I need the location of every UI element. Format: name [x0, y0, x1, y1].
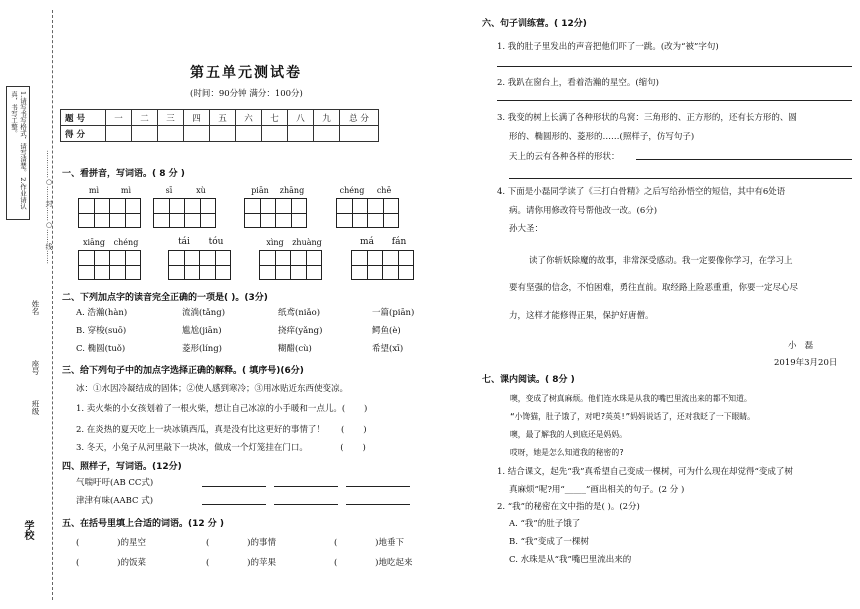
- option-row: [76, 342, 436, 360]
- writing-box[interactable]: [244, 198, 276, 228]
- page-title: 第五单元测试卷: [190, 65, 302, 81]
- reading-passage: [510, 390, 755, 462]
- score-cell: 总 分: [340, 110, 379, 126]
- pinyin-label: mì: [120, 186, 132, 195]
- option-word: 糊醋(cù): [278, 344, 312, 354]
- score-cell: 四: [184, 110, 210, 126]
- letter-line: 力，这样才能修得正果，保护好唐僧。: [509, 311, 654, 321]
- answer-line[interactable]: [274, 504, 338, 505]
- label-seat: 座号: [31, 360, 40, 375]
- score-cell: 九: [314, 110, 340, 126]
- label-name: 姓名: [31, 300, 40, 315]
- pinyin-label: xìng: [266, 238, 284, 247]
- pinyin-label: xiāng: [82, 238, 106, 247]
- letter-line: 读了你斩妖除魔的故事，非常深受感动。我一定要像你学习，在学习上: [529, 256, 793, 266]
- sec6-q2: 2. 我趴在窗台上，看着浩瀚的星空。(缩句): [497, 78, 659, 88]
- pinyin-label: xù: [196, 186, 206, 195]
- choice-option[interactable]: A. “我”的肚子饿了: [509, 519, 581, 529]
- sec6-q1: 1. 我的肚子里发出的声音把他们吓了一跳。(改为“被”字句): [497, 42, 719, 52]
- sec6-heading: 六、句子训练营。( 12分): [482, 19, 587, 29]
- blank-phrase[interactable]: ( )的苹果: [206, 558, 276, 568]
- notes-box: [6, 86, 30, 220]
- score-input[interactable]: [158, 126, 184, 142]
- answer-line[interactable]: [274, 486, 338, 487]
- pinyin-label: chéng: [339, 186, 365, 195]
- sec7-q2: 2. “我”的秘密在文中指的是( )。(2分): [497, 502, 640, 512]
- sec4-item: 津津有味(AABC 式): [76, 496, 154, 506]
- pinyin-group: [244, 186, 308, 232]
- blank-phrase[interactable]: ( )地吃起来: [334, 558, 413, 568]
- sec3-definition: 冰：①水因冷凝结成的固体；②使人感到寒冷；③用冰贴近东西使变凉。: [76, 384, 349, 394]
- score-cell: 五: [210, 110, 236, 126]
- writing-box[interactable]: [290, 250, 322, 280]
- passage-line: 哎呀，她是怎么知道我的秘密的?: [510, 448, 624, 457]
- writing-box[interactable]: [199, 250, 231, 280]
- pinyin-label: piān: [251, 186, 269, 195]
- sec1-heading: 一、看拼音，写词语。( 8 分 ): [62, 169, 185, 179]
- sec2-heading: 二、下列加点字的读音完全正确的一项是( )。(3分): [62, 293, 268, 303]
- seal-text: …………○……封……○……线……: [45, 150, 53, 264]
- option-word: 纸鸢(niǎo): [278, 308, 321, 318]
- option-b-word: B. 穿梭(suō): [76, 326, 127, 336]
- pinyin-label: chéng: [113, 238, 139, 247]
- sec3-item: 2. 在炎热的夏天吃上一块冰镇西瓜，真是没有比这更好的事情了！ ( ): [76, 425, 367, 435]
- score-table: [60, 109, 379, 142]
- pinyin-label: tóu: [208, 237, 224, 247]
- score-input[interactable]: [314, 126, 340, 142]
- sec2-options: [76, 306, 436, 360]
- sec3-item: 1. 卖火柴的小女孩划着了一根火柴，想让自己冰凉的小手暖和一点儿。( ): [76, 404, 368, 414]
- score-input[interactable]: [340, 126, 379, 142]
- letter-salutation: 孙大圣：: [509, 224, 544, 234]
- sec5-heading: 五、在括号里填上合适的词语。(12 分 ): [62, 519, 225, 529]
- writing-box[interactable]: [382, 250, 414, 280]
- pinyin-label: má: [360, 237, 374, 247]
- label-school: 学校: [22, 520, 33, 540]
- sec4-heading: 四、照样子，写词语。(12分): [62, 462, 182, 472]
- pinyin-group: [78, 237, 142, 283]
- pinyin-label: zhāng: [279, 186, 305, 195]
- score-cell: 七: [262, 110, 288, 126]
- option-c-word: C. 椭圆(tuǒ): [76, 344, 126, 354]
- score-input[interactable]: [236, 126, 262, 142]
- letter-date: 2019年3月20日: [774, 358, 838, 368]
- blank-phrase[interactable]: ( )的饭菜: [76, 558, 146, 568]
- score-input[interactable]: [262, 126, 288, 142]
- score-value-row: [61, 126, 379, 142]
- score-cell: 八: [288, 110, 314, 126]
- score-cell: 题 号: [61, 110, 106, 126]
- score-input[interactable]: [210, 126, 236, 142]
- writing-box[interactable]: [109, 198, 141, 228]
- notes-text: 1.请写书写格式，请写清楚。 2.作业请认真，书写工整。: [10, 91, 27, 210]
- writing-box[interactable]: [351, 250, 383, 280]
- pinyin-group: [259, 237, 323, 283]
- sec3-item: 3. 冬天，小兔子从河里敲下一块冰，做成一个灯笼挂在门口。 ( ): [76, 443, 366, 453]
- label-class: 班级: [31, 400, 40, 415]
- score-cell: 二: [132, 110, 158, 126]
- option-a-word: A. 浩瀚(hàn): [76, 308, 128, 318]
- passage-line: “小馋猫，肚子饿了，对吧?英英!”妈妈说话了，还对我眨了一下眼睛。: [510, 412, 755, 421]
- option-word: 流淌(tǎng): [182, 308, 226, 318]
- sec7-q1-cont: 真麻烦”呢?用“_____”画出相关的句子。(2 分 ): [509, 485, 685, 495]
- choice-option[interactable]: B. “我”变成了一棵树: [509, 537, 589, 547]
- blank-phrase[interactable]: ( )的事情: [206, 538, 276, 548]
- answer-line[interactable]: [497, 100, 852, 101]
- score-cell: 得 分: [61, 126, 106, 142]
- pinyin-label: chē: [376, 186, 392, 195]
- pinyin-row-1: [78, 186, 438, 232]
- writing-box[interactable]: [168, 250, 200, 280]
- pinyin-label: sī: [165, 186, 173, 195]
- pinyin-label: zhuàng: [292, 238, 322, 247]
- option-word: 挠痒(yǎng): [278, 326, 323, 336]
- pinyin-label: fán: [391, 237, 407, 247]
- option-word: 菱形(líng): [182, 344, 222, 354]
- pinyin-group: [351, 237, 415, 283]
- blank-phrase[interactable]: ( )的星空: [76, 538, 146, 548]
- writing-box[interactable]: [367, 198, 399, 228]
- sec6-q3-prompt: 天上的云有各种各样的形状：: [509, 152, 620, 162]
- sec4-item: 气喘吁吁(AB CC式): [76, 478, 154, 488]
- left-margin: [0, 0, 60, 609]
- sec3-heading: 三、给下列句子中的加点字选择正确的解释。( 填序号)(6分): [62, 366, 304, 376]
- writing-box[interactable]: [259, 250, 291, 280]
- score-input[interactable]: [288, 126, 314, 142]
- option-word: 希望(xī): [372, 344, 404, 354]
- option-row: [76, 324, 436, 342]
- option-word: 鳄鱼(è): [372, 326, 401, 336]
- option-row: [76, 306, 436, 324]
- pinyin-group: [78, 186, 142, 232]
- sec7-heading: 七、课内阅读。( 8分 ): [482, 375, 575, 385]
- writing-box[interactable]: [78, 250, 110, 280]
- answer-line[interactable]: [202, 504, 266, 505]
- score-header-row: [61, 110, 379, 126]
- pinyin-row-2: [78, 237, 438, 283]
- seal-line: [52, 10, 53, 600]
- sec6-q3: 3. 我变的树上长满了各种形状的鸟窝：三角形的、正方形的，还有长方形的、圆: [497, 113, 797, 123]
- pinyin-group: [336, 186, 400, 232]
- answer-line[interactable]: [346, 486, 410, 487]
- sec6-q4: 4. 下面是小磊同学读了《三打白骨精》之后写给孙悟空的短信，其中有6处语: [497, 187, 786, 197]
- answer-line[interactable]: [636, 159, 852, 160]
- sec7-q1: 1. 结合课文，起先“我”真希望自己变成一棵树，可为什么现在却觉得“变成了树: [497, 467, 793, 477]
- writing-box[interactable]: [275, 198, 307, 228]
- option-word: 一篇(piān): [372, 308, 415, 318]
- passage-line: 噢，变成了树真麻烦。他们连水珠是从我的嘴巴里流出来的都不知道。: [510, 394, 752, 403]
- pinyin-label: tái: [178, 237, 190, 247]
- writing-box[interactable]: [109, 250, 141, 280]
- answer-line[interactable]: [202, 486, 266, 487]
- pinyin-group: [168, 237, 232, 283]
- passage-line: 噢，最了解我的人到底还是妈妈。: [510, 430, 627, 439]
- score-cell: 六: [236, 110, 262, 126]
- choice-option[interactable]: C. 水珠是从“我”嘴巴里流出来的: [509, 555, 632, 565]
- letter-line: 要有坚强的信念，不怕困难，勇往直前。取经路上险恶重重，你要一定尽心尽: [509, 283, 799, 293]
- sec6-q4-cont: 病。请你用修改符号帮他改一改。(6分): [509, 206, 658, 216]
- answer-line[interactable]: [346, 504, 410, 505]
- writing-box[interactable]: [184, 198, 216, 228]
- score-input[interactable]: [132, 126, 158, 142]
- sec6-q3-cont: 形的、椭圆形的、菱形的……(照样子，仿写句子): [509, 132, 695, 142]
- answer-line[interactable]: [509, 178, 852, 179]
- blank-phrase[interactable]: ( )地垂下: [334, 538, 404, 548]
- page-subtitle: (时间：90分钟 满分：100分): [190, 89, 303, 99]
- score-cell: 三: [158, 110, 184, 126]
- score-input[interactable]: [106, 126, 132, 142]
- score-input[interactable]: [184, 126, 210, 142]
- writing-box[interactable]: [153, 198, 185, 228]
- answer-line[interactable]: [497, 66, 852, 67]
- score-cell: 一: [106, 110, 132, 126]
- pinyin-label: mì: [88, 186, 100, 195]
- option-word: 尴尬(jiān): [182, 326, 222, 336]
- writing-box[interactable]: [336, 198, 368, 228]
- pinyin-group: [153, 186, 217, 232]
- writing-box[interactable]: [78, 198, 110, 228]
- letter-signer: 小 磊: [788, 341, 814, 351]
